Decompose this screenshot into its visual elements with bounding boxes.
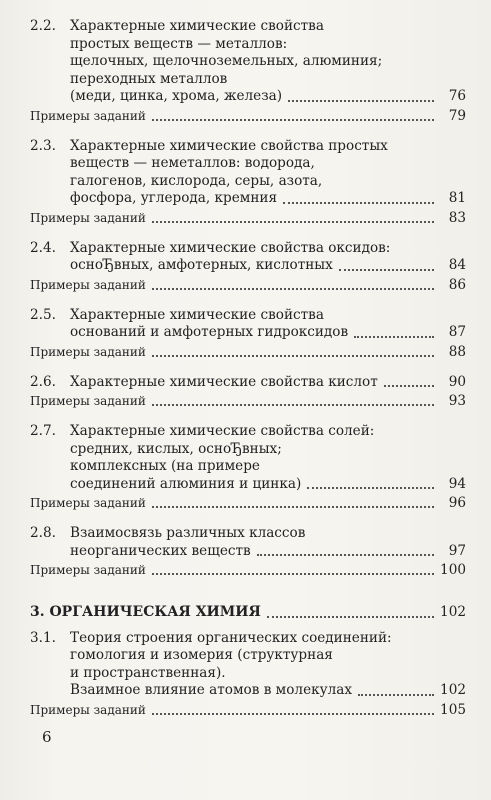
leader-dots <box>152 713 434 715</box>
page-number: 94 <box>448 475 466 492</box>
toc-entry-2-8[interactable] <box>30 525 466 578</box>
page-number: 83 <box>448 209 466 226</box>
page-number: 96 <box>448 495 466 511</box>
entry-title-line: 2.8. Взаимосвязь различных классов <box>30 525 306 541</box>
entry-title-line: (меди, цинка, хрома, железа) <box>70 88 283 104</box>
page-number: 102 <box>440 682 466 698</box>
entry-title-line: фосфора, углерода, кремния <box>70 190 278 206</box>
entry-number: 2.8. <box>30 525 56 541</box>
entry-number: 3.1. <box>30 629 56 646</box>
page-number: 90 <box>448 373 466 390</box>
toc-entry-2-2[interactable] <box>30 18 466 124</box>
toc-entry-2-3[interactable] <box>30 138 466 226</box>
entry-title-line: оснований и амфотерных гидроксидов <box>70 324 349 340</box>
entry-title-line: неорганических веществ <box>70 542 251 559</box>
leader-dots <box>339 269 434 271</box>
toc-entry-2-4[interactable] <box>30 240 466 293</box>
entry-title-line: комплексных (на примере <box>70 458 260 474</box>
examples-label: Примеры заданий <box>30 394 146 408</box>
page-number: 97 <box>448 542 466 559</box>
leader-dots <box>354 336 434 338</box>
examples-label: Примеры заданий <box>30 702 146 717</box>
entry-number: 2.5. <box>30 306 56 323</box>
examples-row[interactable] <box>30 211 466 226</box>
examples-row[interactable] <box>30 345 466 360</box>
leader-dots <box>358 694 434 696</box>
leader-dots <box>267 616 434 618</box>
entry-title-line: осноЂвных, амфотерных, кислотных <box>70 257 333 273</box>
toc-entry-2-5[interactable] <box>30 307 466 360</box>
toc-entry-3-1[interactable] <box>30 630 466 718</box>
examples-label: Примеры заданий <box>30 210 146 225</box>
leader-dots <box>152 506 434 508</box>
examples-row[interactable] <box>30 496 466 511</box>
page-number: 88 <box>448 343 466 360</box>
page-number: 76 <box>448 88 466 104</box>
entry-title-line: простых веществ — металлов: <box>70 35 288 52</box>
leader-dots <box>257 554 434 556</box>
leader-dots <box>152 119 434 121</box>
leader-dots <box>152 221 434 223</box>
leader-dots <box>283 202 434 204</box>
entry-title-line: 2.6. Характерные химические свойства кислот <box>30 373 378 390</box>
table-of-contents <box>30 18 466 718</box>
entry-title-line: 3.1. Теория строения органических соединений: <box>30 629 392 646</box>
page-number: 81 <box>448 190 466 206</box>
entry-number: 2.3. <box>30 137 56 154</box>
page-number: 79 <box>448 107 466 124</box>
leader-dots <box>152 404 434 406</box>
page-number: 93 <box>448 393 466 409</box>
leader-dots <box>384 385 434 387</box>
page-number: 100 <box>440 562 466 578</box>
entry-title-line: соединений алюминия и цинка) <box>70 475 302 492</box>
page-folio-number: 6 <box>42 728 52 746</box>
examples-label: Примеры заданий <box>30 344 146 359</box>
page-number: 87 <box>448 324 466 340</box>
entry-title-line: 2.7. Характерные химические свойства солей: <box>30 423 375 439</box>
leader-dots <box>152 573 434 575</box>
examples-label: Примеры заданий <box>30 277 146 292</box>
examples-row[interactable] <box>30 703 466 718</box>
entry-title-line: галогенов, кислорода, серы, азота, <box>70 172 323 189</box>
entry-number: 2.6. <box>30 373 56 390</box>
entry-title-line: 2.5. Характерные химические свойства <box>30 306 324 323</box>
entry-number: 2.7. <box>30 423 56 439</box>
entry-number: 2.4. <box>30 239 56 256</box>
examples-label: Примеры заданий <box>30 108 146 123</box>
leader-dots <box>152 355 434 357</box>
page-number: 105 <box>440 701 466 718</box>
entry-title-line: переходных металлов <box>70 70 228 87</box>
examples-label: Примеры заданий <box>30 496 146 510</box>
examples-label: Примеры заданий <box>30 563 146 577</box>
page-number: 102 <box>440 604 466 620</box>
page-number: 84 <box>448 257 466 273</box>
examples-row[interactable] <box>30 109 466 124</box>
toc-section-3[interactable] <box>30 604 466 622</box>
entry-title-line: 2.3. Характерные химические свойства простых <box>30 137 388 154</box>
page-number: 86 <box>448 276 466 293</box>
examples-row[interactable] <box>30 563 466 578</box>
entry-title-line: 2.2. Характерные химические свойства <box>30 18 324 34</box>
entry-title-line: и пространственная). <box>70 664 226 681</box>
entry-title-line: Взаимное влияние атомов в молекулах <box>70 682 353 698</box>
toc-entry-2-7[interactable] <box>30 423 466 511</box>
section-title: 3. ОРГАНИЧЕСКАЯ ХИМИЯ <box>30 604 261 620</box>
entry-title-line: 2.4. Характерные химические свойства оксидов: <box>30 239 391 256</box>
entry-title-line: щелочных, щелочноземельных, алюминия; <box>70 53 383 69</box>
entry-title-line: средних, кислых, осноЂвных; <box>70 440 282 457</box>
toc-entry-2-6[interactable] <box>30 374 466 410</box>
leader-dots <box>152 288 434 290</box>
examples-row[interactable] <box>30 394 466 409</box>
leader-dots <box>288 100 434 102</box>
examples-row[interactable] <box>30 278 466 293</box>
entry-title-line: гомология и изомерия (структурная <box>70 647 333 663</box>
leader-dots <box>307 487 434 489</box>
entry-title-line: веществ — неметаллов: водорода, <box>70 155 315 171</box>
entry-number: 2.2. <box>30 18 56 34</box>
